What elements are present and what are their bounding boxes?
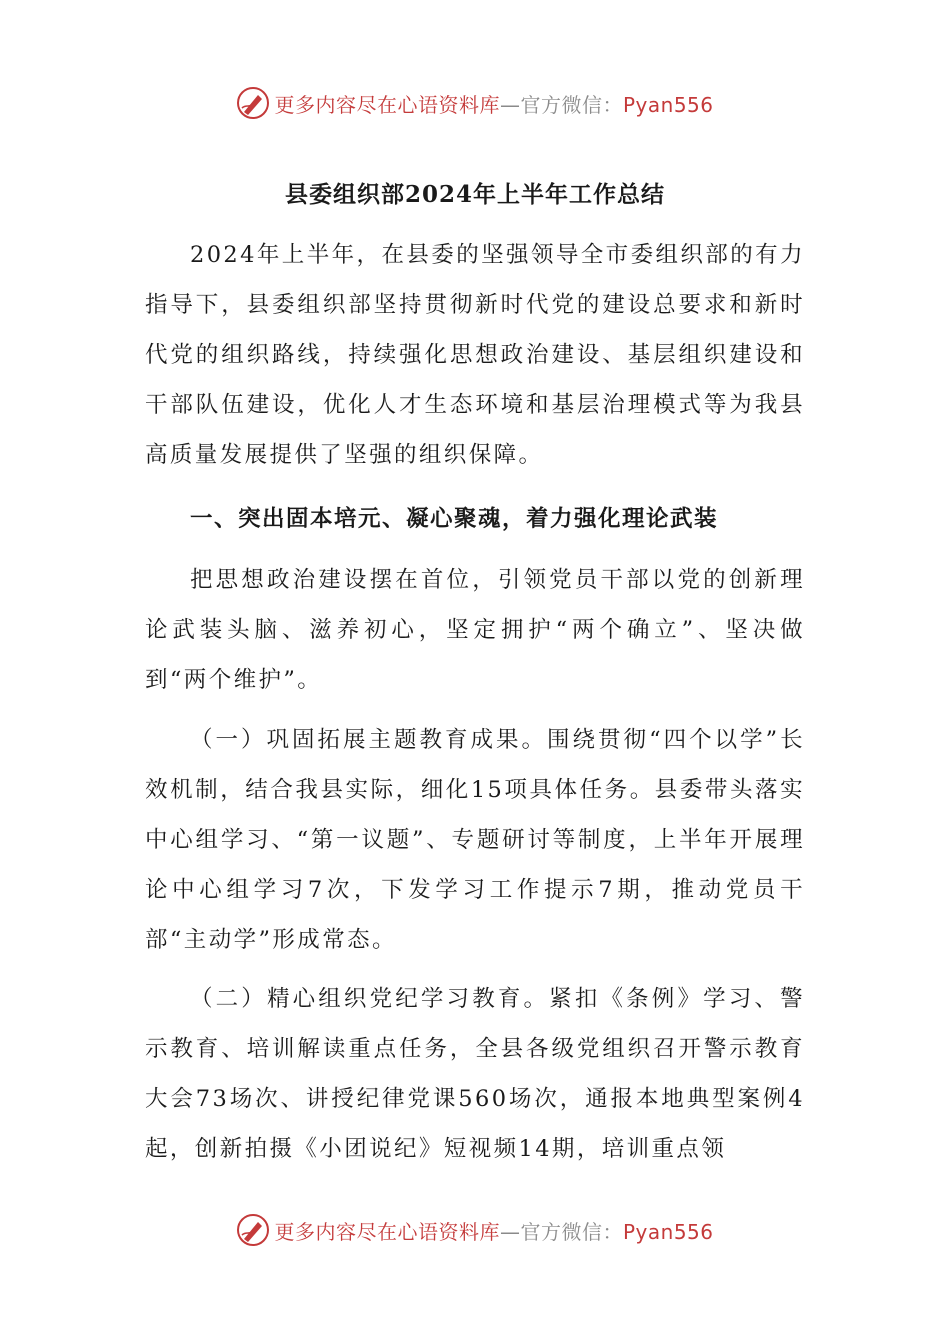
banner-main-text: 更多内容尽在心语资料库 — [274, 1219, 500, 1244]
section-heading: 一、突出固本培元、凝心聚魂，着力强化理论武装 — [190, 506, 719, 532]
section-paragraph: （二）精心组织党纪学习教育。紧扣《条例》学习、警示教育、培训解读重点任务，全县各级党组织召开警示教育大会73场次、讲授纪律党课560场次，通报本地典型案例4起，创新拍摄《小团说纪》短视频14期，培训重点领 — [145, 986, 805, 1162]
banner-wechat-id: Pyan556 — [622, 92, 714, 117]
banner-main-text: 更多内容尽在心语资料库 — [274, 92, 500, 117]
banner-sub-text: —官方微信： — [499, 92, 623, 117]
footer-watermark-banner — [0, 1210, 950, 1250]
section-paragraph: （一）巩固拓展主题教育成果。围绕贯彻“四个以学”长效机制，结合我县实际，细化15项具体任务。县委带头落实中心组学习、“第一议题”、专题研讨等制度，上半年开展理论中心组学习7次，下发学习工作提示7期，推动党员干部“主动学”形成常态。 — [145, 727, 805, 953]
intro-paragraph: 2024年上半年，在县委的坚强领导全市委组织部的有力指导下，县委组织部坚持贯彻新时代党的建设总要求和新时代党的组织路线，持续强化思想政治建设、基层组织建设和干部队伍建设，优化人才生态环境和基层治理模式等为我县高质量发展提供了坚强的组织保障。 — [145, 242, 805, 468]
header-watermark-banner — [0, 83, 950, 123]
pen-logo-icon — [236, 1213, 270, 1247]
pen-logo-icon — [236, 86, 270, 120]
banner-sub-text: —官方微信： — [499, 1219, 623, 1244]
section-paragraph: 把思想政治建设摆在首位，引领党员干部以党的创新理论武装头脑、滋养初心，坚定拥护“两个确立”、坚决做到“两个维护”。 — [145, 567, 805, 693]
banner-wechat-id: Pyan556 — [622, 1219, 714, 1244]
document-title: 县委组织部2024年上半年工作总结 — [284, 181, 665, 208]
